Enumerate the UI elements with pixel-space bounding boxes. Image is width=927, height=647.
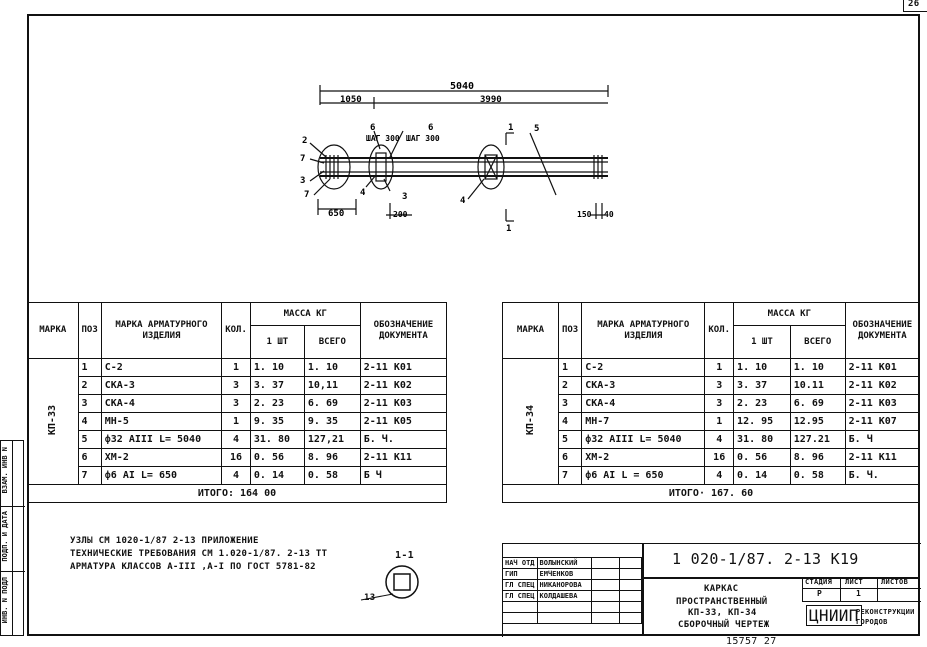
table-row	[28, 431, 447, 449]
dim-right: 3990	[480, 95, 502, 105]
cell-name: ХМ-2	[582, 449, 705, 467]
callout-5: 5	[534, 124, 540, 134]
cell-total: 1. 10	[304, 359, 360, 377]
hdr-marka: МАРКА	[28, 303, 79, 359]
cell-total: 9. 35	[304, 413, 360, 431]
cell-doc: Б Ч	[360, 467, 446, 485]
mark-cell	[503, 359, 559, 485]
cell-one: 1. 10	[734, 359, 791, 377]
table-row	[503, 467, 920, 485]
mark-kp33: КП-33	[47, 404, 59, 436]
callout-2: 2	[302, 136, 308, 146]
cell-one: 31. 80	[734, 431, 791, 449]
section-callout: 13	[364, 593, 376, 603]
cell-doc: Б. Ч	[845, 431, 919, 449]
cell-poz: 1	[78, 359, 101, 377]
cell-doc: 2-11 К02	[845, 377, 919, 395]
cell-kol: 1	[222, 413, 251, 431]
table-row	[503, 359, 920, 377]
cell-total: 12.95	[790, 413, 845, 431]
bottom-note: 15757 27	[726, 636, 777, 647]
cell-name: МН-7	[582, 413, 705, 431]
cell-doc: Б. Ч.	[845, 467, 919, 485]
cell-poz: 3	[558, 395, 581, 413]
cell-doc: 2-11 К01	[360, 359, 446, 377]
cell-kol: 1	[222, 359, 251, 377]
dim-40: 40	[604, 210, 614, 219]
cell-doc: 2-11 К11	[360, 449, 446, 467]
cell-name: ф32 АIII L= 5040	[101, 431, 221, 449]
table-row	[503, 377, 920, 395]
cell-doc: 2-11 К01	[845, 359, 919, 377]
callout-1a: 1	[508, 123, 514, 133]
cell-doc: 2-11 К11	[845, 449, 919, 467]
callout-4b: 4	[460, 196, 466, 206]
hdr-total: ВСЕГО	[304, 326, 360, 359]
stage-box	[802, 577, 921, 602]
side-label-a: ВЗАМ. ИНВ N	[1, 447, 9, 494]
spec-table-kp33	[27, 302, 447, 503]
table-row	[503, 413, 920, 431]
staff-role: ГИП	[503, 569, 538, 580]
cell-kol: 1	[705, 359, 734, 377]
title-line-3: КП-33, КП-34	[688, 608, 757, 618]
hdr-poz: ПОЗ	[558, 303, 581, 359]
table-total-row	[28, 485, 447, 503]
cell-name: С-2	[101, 359, 221, 377]
dim-total: 5040	[450, 81, 475, 92]
cell-doc: 2-11 К03	[845, 395, 919, 413]
cell-poz: 7	[558, 467, 581, 485]
cell-poz: 1	[558, 359, 581, 377]
cell-name: С-2	[582, 359, 705, 377]
cell-total: 1. 10	[790, 359, 845, 377]
cell-poz: 7	[78, 467, 101, 485]
hdr-marka-izd: МАРКА АРМАТУРНОГО ИЗДЕЛИЯ	[582, 303, 705, 359]
cell-kol: 1	[705, 413, 734, 431]
hdr-poz: ПОЗ	[78, 303, 101, 359]
dim-200: 200	[393, 210, 408, 219]
cell-poz: 4	[78, 413, 101, 431]
cell-poz: 6	[78, 449, 101, 467]
cell-name: СКА-4	[101, 395, 221, 413]
hdr-total: ВСЕГО	[790, 326, 845, 359]
callout-1b: 1	[506, 224, 512, 234]
cell-kol: 4	[705, 431, 734, 449]
section-label: 1-1	[395, 550, 414, 561]
cell-total: 6. 69	[304, 395, 360, 413]
staff-role: ГЛ СПЕЦ	[503, 580, 538, 591]
rebar-cage-drawing	[290, 75, 630, 235]
listov-label: ЛИСТОВ	[881, 578, 909, 586]
callout-4a: 4	[360, 188, 366, 198]
cell-poz: 5	[78, 431, 101, 449]
cell-poz: 6	[558, 449, 581, 467]
step-b: ШАГ 300	[406, 134, 440, 143]
cell-one: 1. 10	[250, 359, 304, 377]
staff-row	[503, 591, 642, 602]
table-row	[503, 395, 920, 413]
spec-table-kp34	[502, 302, 920, 503]
cell-kol: 16	[705, 449, 734, 467]
hdr-massa: МАССА КГ	[250, 303, 360, 326]
cell-kol: 4	[222, 467, 251, 485]
staff-name: НИКАНОРОВА	[537, 580, 591, 591]
stadia-value: Р	[817, 589, 823, 598]
side-label-b: ПОДП. И ДАТА	[1, 511, 9, 562]
cell-name: СКА-4	[582, 395, 705, 413]
cell-one: 0. 56	[250, 449, 304, 467]
note-line-2: ТЕХНИЧЕСКИЕ ТРЕБОВАНИЯ СМ 1.020-1/87. 2-13 ТТ	[70, 549, 328, 559]
cell-name: СКА-3	[582, 377, 705, 395]
cell-poz: 4	[558, 413, 581, 431]
staff-name: ВОЛЫНСКИЙ	[537, 558, 591, 569]
hdr-marka: МАРКА	[503, 303, 559, 359]
cell-doc: Б. Ч.	[360, 431, 446, 449]
cell-total: 10,11	[304, 377, 360, 395]
cell-doc: 2-11 К03	[360, 395, 446, 413]
staff-table	[502, 557, 642, 624]
cell-doc: 2-11 К02	[360, 377, 446, 395]
title-line-4: СБОРОЧНЫЙ ЧЕРТЕЖ	[678, 620, 770, 630]
cell-name: МН-5	[101, 413, 221, 431]
staff-row	[503, 580, 642, 591]
cell-kol: 4	[705, 467, 734, 485]
itogo-kp34: ИТОГО· 167. 60	[503, 485, 920, 503]
cell-total: 8. 96	[790, 449, 845, 467]
list-label: ЛИСТ	[845, 578, 864, 586]
staff-row	[503, 558, 642, 569]
cell-one: 0. 14	[734, 467, 791, 485]
cell-one: 12. 95	[734, 413, 791, 431]
itogo-kp33: ИТОГО: 164 00	[28, 485, 447, 503]
cell-poz: 2	[78, 377, 101, 395]
staff-name: КОЛДАШЕВА	[537, 591, 591, 602]
cell-total: 127,21	[304, 431, 360, 449]
hdr-one: 1 ШТ	[250, 326, 304, 359]
note-line-1: УЗЛЫ СМ 1020-1/87 2-13 ПРИЛОЖЕНИЕ	[70, 536, 259, 546]
cell-doc: 2-11 К07	[845, 413, 919, 431]
table-row	[28, 359, 447, 377]
drawing-code: 1 020-1/87. 2-13 К19	[672, 550, 859, 568]
org-logo: ЦНИИП	[806, 605, 862, 626]
callout-7b: 7	[304, 190, 310, 200]
title-divider-v	[642, 543, 644, 636]
staff-role: НАЧ ОТД	[503, 558, 538, 569]
note-line-3: АРМАТУРА КЛАССОВ А-III ,А-I ПО ГОСТ 5781-82	[70, 562, 316, 572]
page-number-box	[903, 0, 927, 12]
cell-total: 10.11	[790, 377, 845, 395]
stadia-label: СТАДИЯ	[805, 578, 833, 586]
hdr-doc: ОБОЗНАЧЕНИЕ ДОКУМЕНТА	[360, 303, 446, 359]
staff-name: ЕМЧЕНКОВ	[537, 569, 591, 580]
dim-left: 1050	[340, 95, 362, 105]
callout-3: 3	[300, 176, 306, 186]
cell-one: 0. 56	[734, 449, 791, 467]
cell-kol: 4	[222, 431, 251, 449]
cell-kol: 3	[222, 377, 251, 395]
mark-kp34: КП-34	[524, 404, 536, 436]
cell-one: 3. 37	[734, 377, 791, 395]
step-a: ШАГ 300	[366, 134, 400, 143]
table-row	[28, 467, 447, 485]
mark-cell	[28, 359, 79, 485]
hdr-kol: КОЛ.	[222, 303, 251, 359]
cell-kol: 16	[222, 449, 251, 467]
cell-one: 2. 23	[250, 395, 304, 413]
cell-total: 0. 58	[790, 467, 845, 485]
cell-one: 31. 80	[250, 431, 304, 449]
title-line-1: КАРКАС	[704, 584, 739, 594]
cell-name: ф32 АIII L= 5040	[582, 431, 705, 449]
cell-poz: 2	[558, 377, 581, 395]
cell-name: СКА-3	[101, 377, 221, 395]
hdr-one: 1 ШТ	[734, 326, 791, 359]
cell-total: 127.21	[790, 431, 845, 449]
list-value: 1	[856, 589, 862, 598]
cell-name: ф6 АI L= 650	[101, 467, 221, 485]
table-row	[503, 449, 920, 467]
side-strip	[0, 440, 24, 636]
page-number: 26	[908, 0, 920, 9]
table-row	[28, 413, 447, 431]
dim-650: 650	[328, 209, 345, 219]
table-total-row	[503, 485, 920, 503]
hdr-massa: МАССА КГ	[734, 303, 846, 326]
table-row	[503, 431, 920, 449]
cell-kol: 3	[222, 395, 251, 413]
title-line-2: ПРОСТРАНСТВЕННЫЙ	[676, 597, 768, 607]
cell-one: 9. 35	[250, 413, 304, 431]
table-row	[28, 449, 447, 467]
cell-kol: 3	[705, 377, 734, 395]
table-row	[28, 377, 447, 395]
callout-7a: 7	[300, 154, 306, 164]
cell-doc: 2-11 К05	[360, 413, 446, 431]
staff-row	[503, 569, 642, 580]
cell-total: 6. 69	[790, 395, 845, 413]
cell-total: 0. 58	[304, 467, 360, 485]
staff-role: ГЛ СПЕЦ	[503, 591, 538, 602]
cell-kol: 3	[705, 395, 734, 413]
cell-one: 3. 37	[250, 377, 304, 395]
cell-total: 8. 96	[304, 449, 360, 467]
cell-poz: 3	[78, 395, 101, 413]
side-label-c: ИНВ. N ПОДЛ	[1, 577, 9, 624]
callout-6b: 6	[428, 123, 434, 133]
org-name: РЕКОНСТРУКЦИИ ГОРОДОВ	[856, 608, 915, 626]
cell-one: 0. 14	[250, 467, 304, 485]
hdr-kol: КОЛ.	[705, 303, 734, 359]
cell-one: 2. 23	[734, 395, 791, 413]
hdr-marka-izd: МАРКА АРМАТУРНОГО ИЗДЕЛИЯ	[101, 303, 221, 359]
hdr-doc: ОБОЗНАЧЕНИЕ ДОКУМЕНТА	[845, 303, 919, 359]
table-row	[28, 395, 447, 413]
cell-poz: 5	[558, 431, 581, 449]
cell-name: ХМ-2	[101, 449, 221, 467]
callout-3b: 3	[402, 192, 408, 202]
callout-6a: 6	[370, 123, 376, 133]
cell-name: ф6 АI L = 650	[582, 467, 705, 485]
dim-150: 150	[577, 210, 592, 219]
